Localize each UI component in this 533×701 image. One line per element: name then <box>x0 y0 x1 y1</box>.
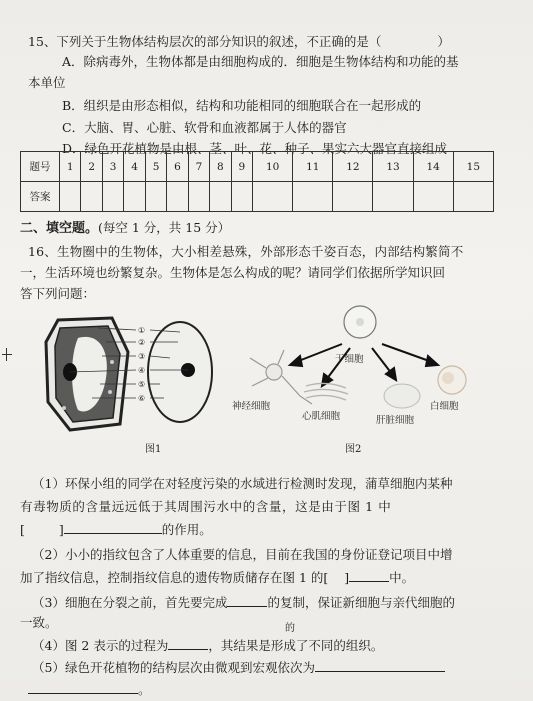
answer-number-12: 12 <box>333 152 373 182</box>
answer-table-answer-row <box>21 182 494 212</box>
part-2-line-2: 加了指纹信息，控制指纹信息的遗传物质储存在图 1 的[ ] 中。 <box>20 570 415 585</box>
answer-cell[interactable] <box>373 182 413 212</box>
q15-option-a-continued: 本单位 <box>28 75 66 90</box>
answer-cell[interactable] <box>333 182 373 212</box>
answer-table <box>20 151 494 212</box>
q16-line-1: 16、生物圈中的生物体，大小相差悬殊，外部形态千姿百态，内部结构繁简不 <box>28 244 464 259</box>
answer-table-header-number: 题号 <box>21 152 60 182</box>
figure-1-label-4: ④ <box>138 366 146 375</box>
figure-1-label-6: ⑥ <box>138 394 146 403</box>
stray-character: 的 <box>285 623 295 634</box>
q15-option-c: C．大脑、胃、心脏、软骨和血液都属于人体的器官 <box>62 120 347 135</box>
answer-cell[interactable] <box>210 182 231 212</box>
liver-cell <box>384 384 420 408</box>
q15-option-d: D．绿色开花植物是由根、茎、叶、花、种子、果实六大器官直接组成 <box>62 141 448 156</box>
part-1-line-3: [ ] 的作用。 <box>20 522 212 537</box>
label-white-blood-cell: 白细胞 <box>430 401 459 412</box>
part-4: （4）图 2 表示的过程为 ，其结果是形成了不同的组织。 <box>32 638 384 653</box>
section-2-title: 二、填空题。(每空 1 分，共 15 分） <box>20 220 231 236</box>
answer-cell[interactable] <box>453 182 493 212</box>
part-1-answer-blank[interactable] <box>64 521 162 534</box>
q15-option-b: B．组织是由形态相似，结构和功能相同的细胞联合在一起形成的 <box>62 98 422 113</box>
figure-1-label-3: ③ <box>138 352 146 361</box>
figure-1-label-1: ① <box>138 326 146 335</box>
q15-stem: 15、下列关于生物体结构层次的部分知识的叙述，不正确的是（ ） <box>28 34 450 49</box>
answer-cell[interactable] <box>102 182 123 212</box>
answer-number-13: 13 <box>373 152 413 182</box>
figure-1-cells <box>40 312 220 437</box>
answer-table-number-row <box>21 152 494 182</box>
figure-1-label-5: ⑤ <box>138 380 146 389</box>
answer-number-7: 7 <box>188 152 209 182</box>
differentiation-arrows <box>290 344 438 386</box>
answer-cell[interactable] <box>253 182 293 212</box>
answer-cell[interactable] <box>188 182 209 212</box>
part-2-line-1: （2）小小的指纹包含了人体重要的信息，目前在我国的身份证登记项目中增 <box>32 547 453 562</box>
answer-number-3: 3 <box>102 152 123 182</box>
figure-2-caption: 图2 <box>345 444 362 455</box>
answer-number-2: 2 <box>81 152 102 182</box>
answer-cell[interactable] <box>124 182 145 212</box>
answer-cell[interactable] <box>60 182 81 212</box>
part-1-line-2: 有毒物质的含量远远低于其周围污水中的含量，这是由于图 1 中 <box>20 499 392 514</box>
answer-cell[interactable] <box>293 182 333 212</box>
answer-cell[interactable] <box>231 182 252 212</box>
answer-number-10: 10 <box>253 152 293 182</box>
answer-cell[interactable] <box>413 182 453 212</box>
answer-number-11: 11 <box>293 152 333 182</box>
figure-1-label-2: ② <box>138 338 146 347</box>
part-2-answer-blank[interactable] <box>349 569 389 582</box>
answer-number-15: 15 <box>453 152 493 182</box>
margin-mark <box>2 354 12 355</box>
answer-cell[interactable] <box>81 182 102 212</box>
label-stem-cell: 干细胞 <box>335 354 364 365</box>
animal-cell <box>148 322 212 422</box>
part-5: （5）绿色开花植物的结构层次由微观到宏观依次为 <box>32 659 445 676</box>
part-5-answer-blank-2[interactable] <box>28 681 138 694</box>
neuron-cell <box>250 350 312 404</box>
part-1-line-1: （1）环保小组的同学在对轻度污染的水域进行检测时发现，蒲草细胞内某种 <box>32 476 453 491</box>
section-2-note: (每空 1 分，共 15 分） <box>98 220 231 235</box>
q16-line-2: 一，生活环境也纷繁复杂。生物体是怎么构成的呢？请同学们依据所学知识回 <box>20 265 446 280</box>
part-4-answer-blank[interactable] <box>168 637 208 650</box>
q16-line-3: 答下列问题： <box>20 286 96 301</box>
answer-number-5: 5 <box>145 152 166 182</box>
answer-cell[interactable] <box>167 182 188 212</box>
part-3-answer-blank[interactable] <box>227 594 267 607</box>
q15-option-a: A．除病毒外，生物体都是由细胞构成的．细胞是生物体结构和功能的基 <box>62 54 459 69</box>
answer-cell[interactable] <box>145 182 166 212</box>
part-3-line-2: 一致。 <box>20 615 58 630</box>
answer-number-4: 4 <box>124 152 145 182</box>
label-muscle-cell: 心肌细胞 <box>302 411 341 422</box>
figure-2-differentiation <box>242 300 482 440</box>
answer-number-8: 8 <box>210 152 231 182</box>
part-5-line-2: 。 <box>28 681 151 698</box>
answer-table-header-answer: 答案 <box>21 182 60 212</box>
answer-number-14: 14 <box>413 152 453 182</box>
answer-number-6: 6 <box>167 152 188 182</box>
answer-number-1: 1 <box>60 152 81 182</box>
part-5-answer-blank-1[interactable] <box>315 659 445 672</box>
label-neuron: 神经细胞 <box>232 401 271 412</box>
margin-mark-vertical <box>6 348 7 361</box>
answer-number-9: 9 <box>231 152 252 182</box>
figure-1-caption: 图1 <box>145 444 162 455</box>
label-liver-cell: 肝脏细胞 <box>376 415 415 426</box>
part-3-line-1: （3）细胞在分裂之前，首先要完成 的复制，保证新细胞与亲代细胞的 <box>32 595 455 610</box>
muscle-cell <box>304 383 348 400</box>
